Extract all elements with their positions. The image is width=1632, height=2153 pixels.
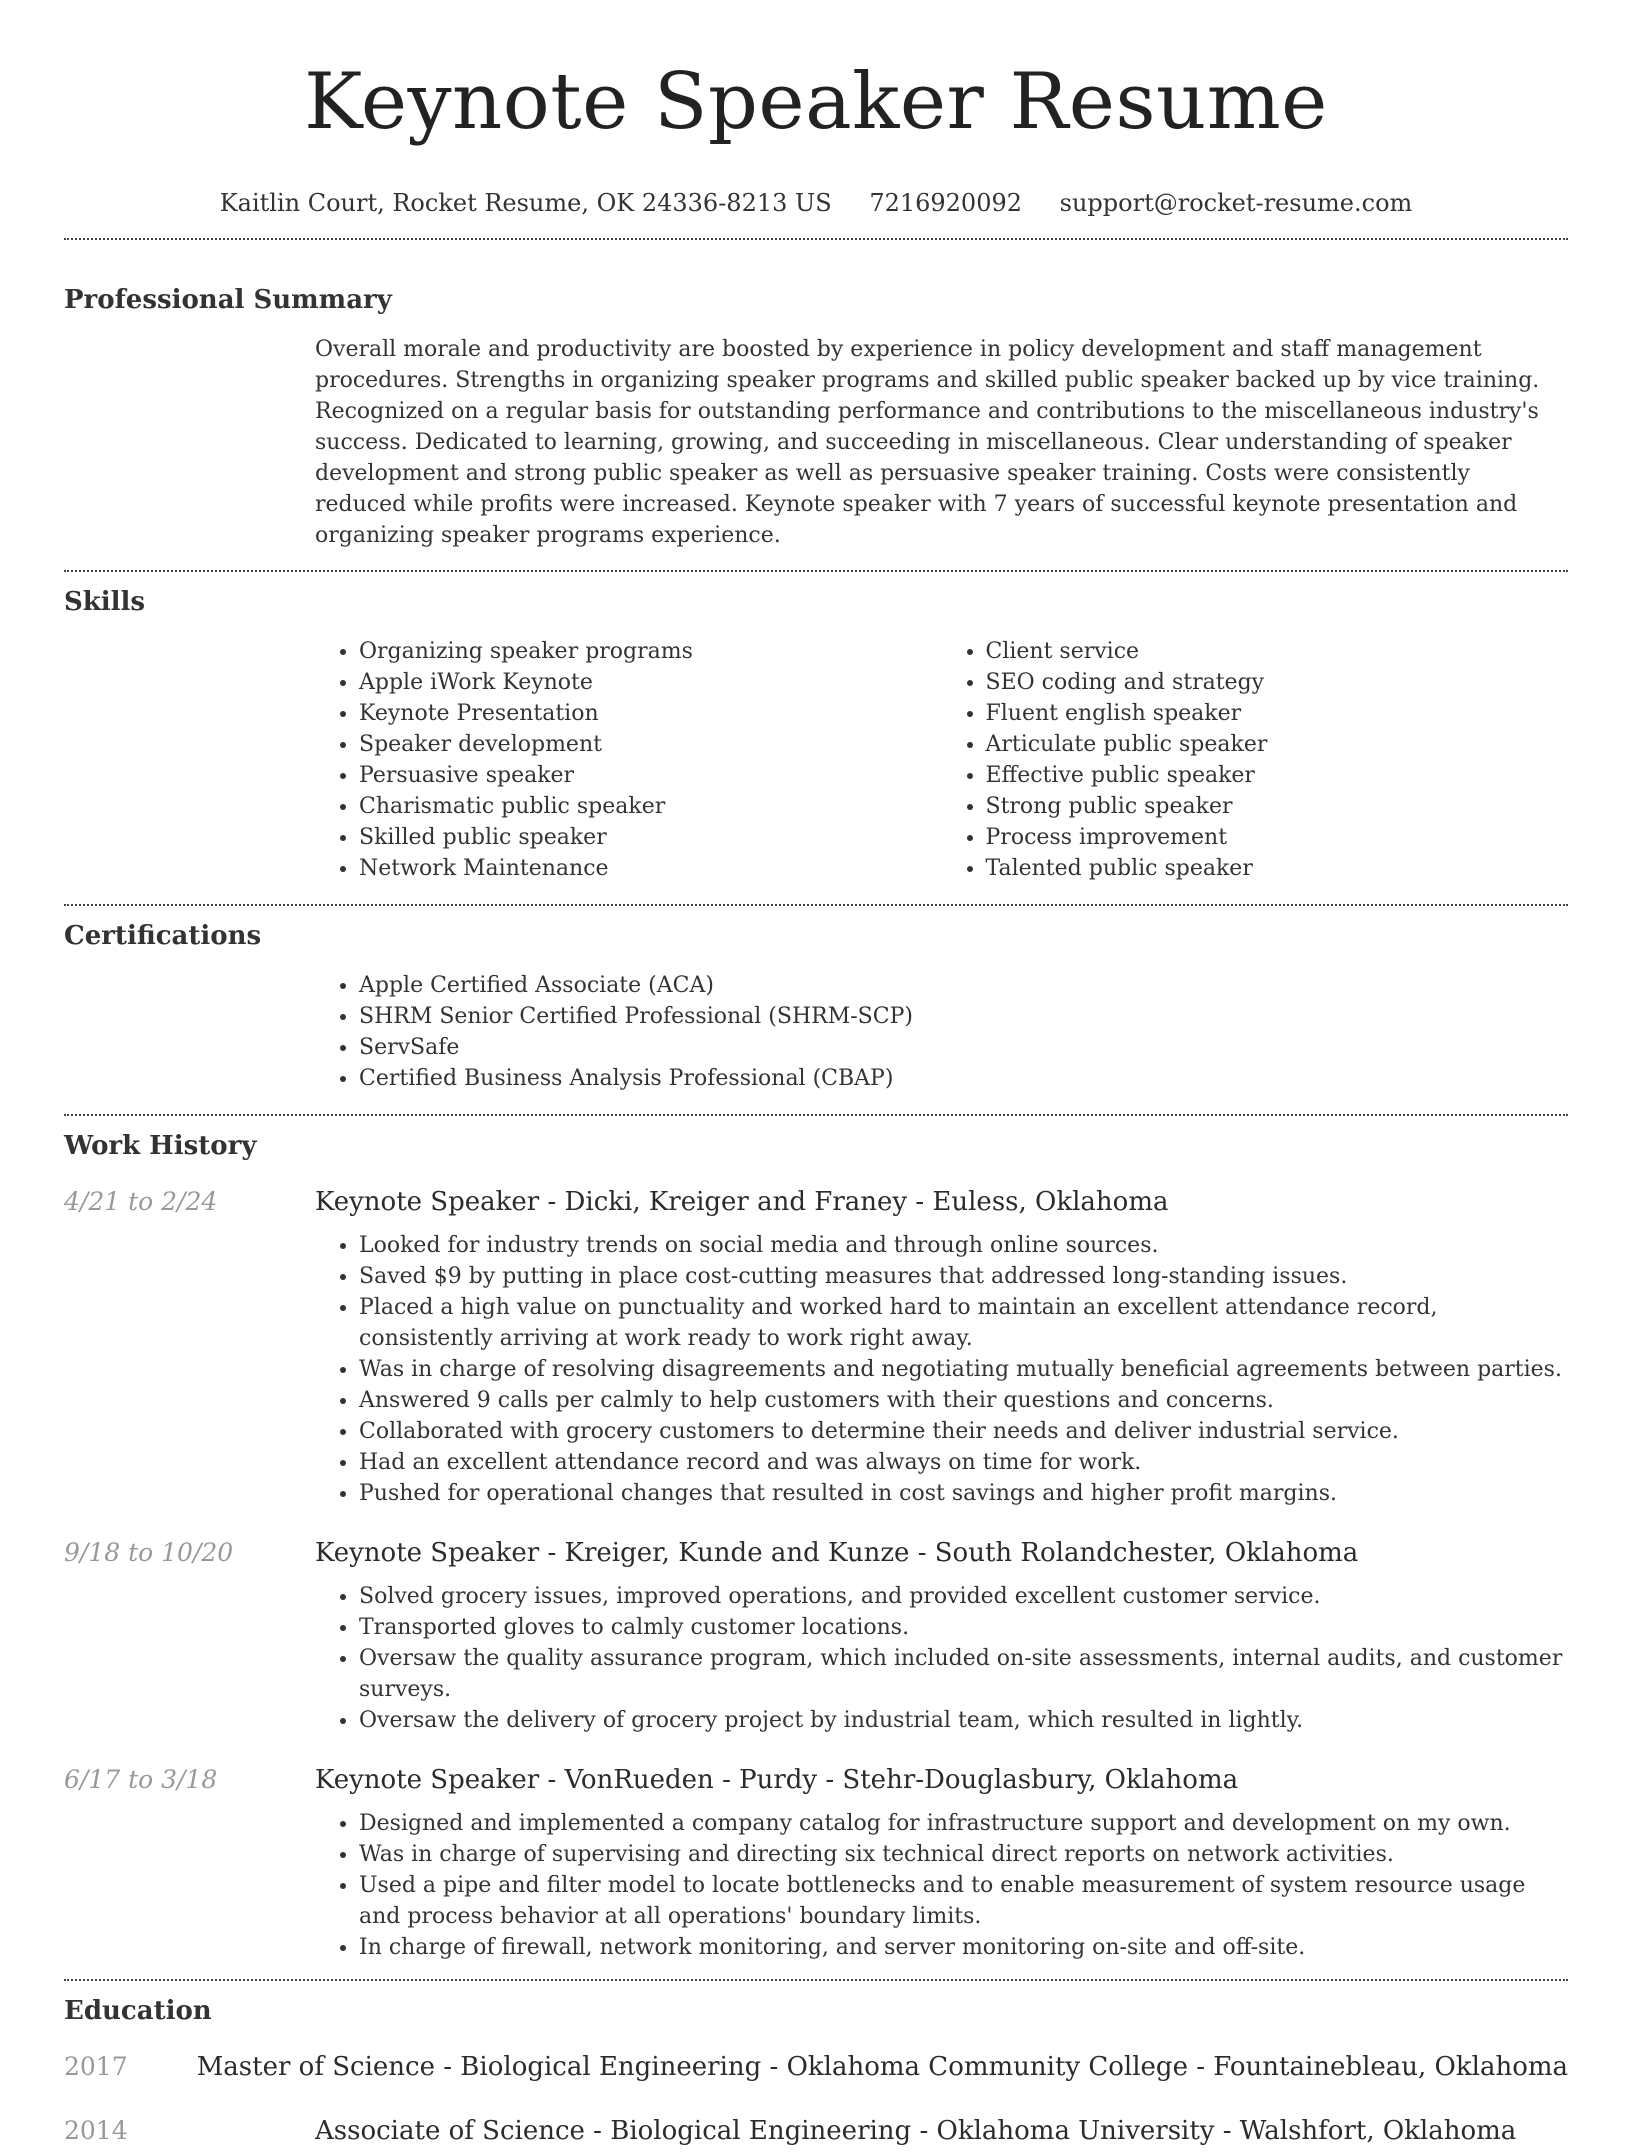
- work-section: [64, 1126, 1568, 1963]
- skill-item: • Keynote Presentation: [359, 698, 942, 729]
- education-entry: [64, 2045, 1568, 2089]
- contact-phone: 7216920092: [869, 189, 1023, 217]
- skills-section: [64, 582, 1568, 884]
- job-bullet: • Answered 9 calls per calmly to help customers with their questions and concerns.: [359, 1385, 1568, 1416]
- job-bullet: • Designed and implemented a company catalog for infrastructure support and development on my own.: [359, 1808, 1568, 1839]
- divider: [64, 1114, 1568, 1116]
- certifications-list: [315, 970, 1568, 1094]
- job-title: Keynote Speaker - Dicki, Kreiger and Franey - Euless, Oklahoma: [315, 1187, 1169, 1217]
- education-heading: Education: [64, 1996, 212, 2026]
- job-entry: [64, 1180, 1568, 1509]
- education-year: 2017: [64, 2052, 128, 2081]
- certifications-body: [315, 970, 1568, 1094]
- divider: [64, 570, 1568, 572]
- job-header: [64, 1758, 1568, 1802]
- job-bullets: [315, 1581, 1568, 1736]
- skill-item: • Organizing speaker programs: [359, 636, 942, 667]
- divider: [64, 904, 1568, 906]
- job-title: Keynote Speaker - Kreiger, Kunde and Kunze - South Rolandchester, Oklahoma: [315, 1538, 1359, 1568]
- skill-item: • Articulate public speaker: [986, 729, 1569, 760]
- job-dates: 4/21 to 2/24: [64, 1187, 218, 1216]
- certification-item: • Apple Certified Associate (ACA): [359, 970, 1568, 1001]
- divider: [64, 1979, 1568, 1981]
- job-bullet: • Oversaw the quality assurance program, which included on-site assessments, internal audits, and customer surveys.: [359, 1643, 1568, 1705]
- job-dates: 6/17 to 3/18: [64, 1765, 218, 1794]
- skill-item: • Fluent english speaker: [986, 698, 1569, 729]
- education-degree: Master of Science - Biological Engineering - Oklahoma Community College - Fountainebleau, Oklahoma: [196, 2052, 1568, 2082]
- job-bullet: • Looked for industry trends on social media and through online sources.: [359, 1230, 1568, 1261]
- summary-text: Overall morale and productivity are boosted by experience in policy development and staff management procedures. Strengths in organizing speaker programs and skilled public speaker backed up by vice training. Recognized on a regular basis for outstanding performance and contributions to the miscellaneous industry's success. Dedicated to learning, growing, and succeeding in miscellaneous. Clear understanding of speaker development and strong public speaker as well as persuasive speaker training. Costs were consistently reduced while profits were increased. Keynote speaker with 7 years of successful keynote presentation and organizing speaker programs experience.: [315, 337, 1540, 548]
- job-dates: 9/18 to 10/20: [64, 1538, 234, 1567]
- job-body: [315, 1230, 1568, 1509]
- summary-body: [315, 334, 1568, 551]
- skill-item: • Talented public speaker: [986, 853, 1569, 884]
- job-bullet: • Had an excellent attendance record and was always on time for work.: [359, 1447, 1568, 1478]
- resume-title: Keynote Speaker Resume: [304, 57, 1328, 147]
- skill-item: • Process improvement: [986, 822, 1569, 853]
- summary-heading: Professional Summary: [64, 285, 392, 315]
- education-entry: [64, 2109, 1568, 2153]
- skills-list-left: [315, 636, 942, 884]
- skill-item: • Strong public speaker: [986, 791, 1569, 822]
- job-bullet: • Oversaw the delivery of grocery project by industrial team, which resulted in lightly.: [359, 1705, 1568, 1736]
- job-bullet: • Pushed for operational changes that resulted in cost savings and higher profit margins.: [359, 1478, 1568, 1509]
- job-header: [64, 1180, 1568, 1224]
- job-bullet: • Collaborated with grocery customers to determine their needs and deliver industrial service.: [359, 1416, 1568, 1447]
- job-title: Keynote Speaker - VonRueden - Purdy - Stehr-Douglasbury, Oklahoma: [315, 1765, 1239, 1795]
- skills-list-right: [942, 636, 1569, 884]
- job-bullets: [315, 1230, 1568, 1509]
- job-bullet: • Placed a high value on punctuality and worked hard to maintain an excellent attendance record, consistently arriving at work ready to work right away.: [359, 1292, 1568, 1354]
- job-bullet: • Transported gloves to calmly customer locations.: [359, 1612, 1568, 1643]
- certification-item: • SHRM Senior Certified Professional (SHRM-SCP): [359, 1001, 1568, 1032]
- job-entry: [64, 1531, 1568, 1736]
- education-degree: Associate of Science - Biological Engineering - Oklahoma University - Walshfort, Oklahoma: [315, 2116, 1517, 2146]
- job-bullet: • Saved $9 by putting in place cost-cutting measures that addressed long-standing issues.: [359, 1261, 1568, 1292]
- certifications-heading: Certifications: [64, 921, 262, 951]
- certifications-section: [64, 916, 1568, 1094]
- job-bullets: [315, 1808, 1568, 1963]
- skill-item: • Persuasive speaker: [359, 760, 942, 791]
- skills-heading: Skills: [64, 587, 146, 617]
- skill-item: • Apple iWork Keynote: [359, 667, 942, 698]
- work-heading: Work History: [64, 1131, 257, 1161]
- job-bullet: • Was in charge of supervising and directing six technical direct reports on network activities.: [359, 1839, 1568, 1870]
- divider: [64, 238, 1568, 240]
- contact-address: Kaitlin Court, Rocket Resume, OK 24336-8213 US: [219, 189, 832, 217]
- certification-item: • ServSafe: [359, 1032, 1568, 1063]
- skill-item: • Speaker development: [359, 729, 942, 760]
- skill-item: • Skilled public speaker: [359, 822, 942, 853]
- job-entry: [64, 1758, 1568, 1963]
- education-year: 2014: [64, 2116, 128, 2145]
- job-bullet: • Was in charge of resolving disagreements and negotiating mutually beneficial agreements between parties.: [359, 1354, 1568, 1385]
- education-entries: [64, 2045, 1568, 2153]
- skill-item: • Network Maintenance: [359, 853, 942, 884]
- contact-email[interactable]: support@rocket-resume.com: [1059, 189, 1413, 217]
- job-body: [315, 1808, 1568, 1963]
- skill-item: • Client service: [986, 636, 1569, 667]
- job-header: [64, 1531, 1568, 1575]
- skill-item: • Charismatic public speaker: [359, 791, 942, 822]
- summary-section: [64, 280, 1568, 551]
- education-section: [64, 1991, 1568, 2153]
- job-body: [315, 1581, 1568, 1736]
- skill-item: • Effective public speaker: [986, 760, 1569, 791]
- job-bullet: • In charge of firewall, network monitoring, and server monitoring on-site and off-site.: [359, 1932, 1568, 1963]
- resume-page: [64, 0, 1568, 2153]
- work-jobs: [64, 1180, 1568, 1963]
- contact-line: [64, 188, 1568, 218]
- skill-item: • SEO coding and strategy: [986, 667, 1569, 698]
- job-bullet: • Used a pipe and filter model to locate bottlenecks and to enable measurement of system resource usage and process behavior at all operations' boundary limits.: [359, 1870, 1568, 1932]
- certification-item: • Certified Business Analysis Professional (CBAP): [359, 1063, 1568, 1094]
- job-bullet: • Solved grocery issues, improved operations, and provided excellent customer service.: [359, 1581, 1568, 1612]
- skills-columns: [315, 636, 1568, 884]
